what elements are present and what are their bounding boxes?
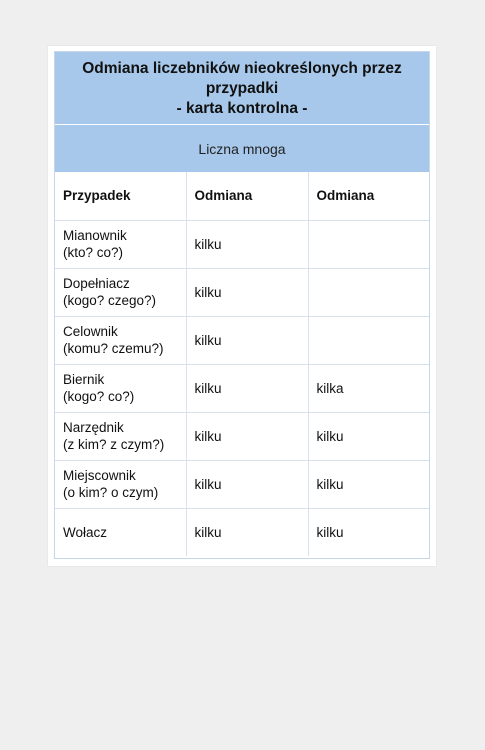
case-name: Dopełniacz [63, 276, 130, 291]
case-cell [55, 268, 186, 316]
table-row [55, 412, 429, 460]
form-1-cell: kilku [186, 412, 308, 460]
card-title-line-3: - karta kontrolna - [176, 100, 308, 117]
case-question: (kogo? czego?) [63, 293, 157, 308]
form-2-cell: kilku [308, 460, 429, 508]
table-header-row [55, 172, 429, 220]
case-question: (kto? co?) [63, 245, 124, 260]
table-row [55, 460, 429, 508]
form-2-cell [308, 268, 429, 316]
header-case: Przypadek [55, 172, 186, 220]
case-question: (kogo? co?) [63, 389, 135, 404]
case-name: Narzędnik [63, 420, 124, 435]
card-title-line-2: przypadki [205, 80, 279, 97]
header-form-2: Odmiana [308, 172, 429, 220]
case-cell [55, 460, 186, 508]
case-cell [55, 220, 186, 268]
case-cell [55, 316, 186, 364]
table-row [55, 508, 429, 556]
form-1-cell: kilku [186, 460, 308, 508]
header-form-1: Odmiana [186, 172, 308, 220]
case-name: Biernik [63, 372, 105, 387]
case-cell [55, 412, 186, 460]
case-name: Celownik [63, 324, 118, 339]
form-1-cell: kilku [186, 364, 308, 412]
form-1-cell: kilku [186, 508, 308, 556]
table-row [55, 220, 429, 268]
form-1-cell: kilku [186, 220, 308, 268]
case-name: Mianownik [63, 228, 127, 243]
table-row [55, 364, 429, 412]
form-2-cell [308, 316, 429, 364]
card-subheading: Liczna mnoga [55, 125, 429, 172]
case-name: Wołacz [63, 524, 108, 540]
form-2-cell: kilka [308, 364, 429, 412]
form-2-cell: kilku [316, 524, 344, 540]
form-2-cell [308, 220, 429, 268]
case-name: Miejscownik [63, 468, 136, 483]
case-question: (z kim? z czym?) [63, 437, 165, 452]
form-2-cell: kilku [308, 412, 429, 460]
form-1-cell: kilku [186, 268, 308, 316]
document-page [48, 46, 436, 566]
case-question: (o kim? o czym) [63, 485, 159, 500]
declension-table [55, 172, 429, 556]
form-1-cell: kilku [186, 316, 308, 364]
case-cell [55, 508, 186, 556]
table-row [55, 316, 429, 364]
control-card [54, 51, 430, 559]
case-question: (komu? czemu?) [63, 341, 164, 356]
card-title [55, 52, 429, 125]
case-cell [55, 364, 186, 412]
card-title-line-1: Odmiana liczebników nieokreślonych przez [82, 60, 402, 77]
table-row [55, 268, 429, 316]
